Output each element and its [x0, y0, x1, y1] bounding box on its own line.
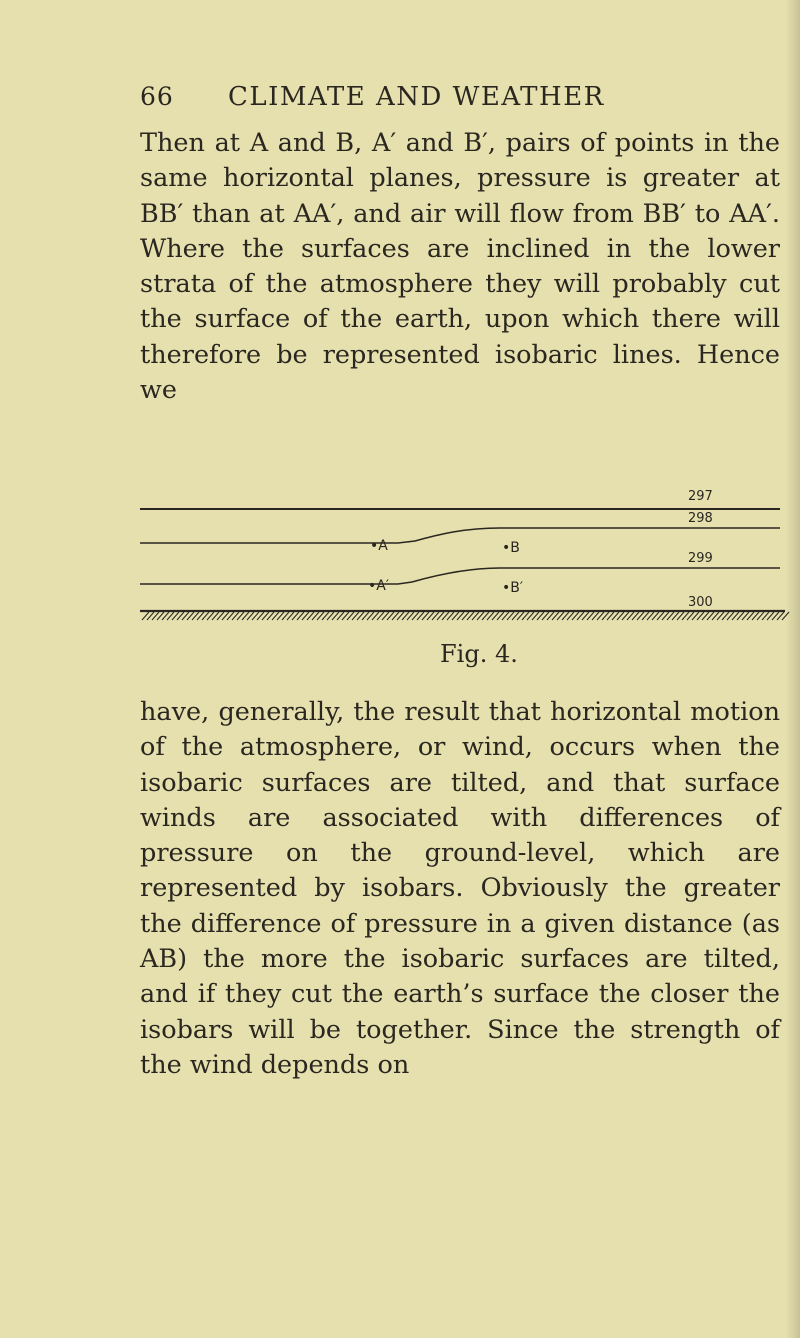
paragraph-1: Then at A and B, A′ and B′, pairs of points in the same horizontal planes, pressure is greater at BB′ than at AA′, and air will flow from BB′ to AA′. Where the surfaces are inclined in the lower strata of the atmosphere they will probably cut the surface of the earth, upon which there will therefore be represented isobaric lines. Hence we	[140, 128, 780, 406]
paragraph-2: have, generally, the result that horizontal motion of the atmosphere, or wind, occurs when the isobaric surfaces are tilted, and that surface winds are associated with differences of pressure on the ground-level, which are represented by isobars. Obviously the greater the difference of pressure in a given distance (as AB) the more the isobaric surfaces are tilted, and if they cut the earth’s surface the closer the isobars will be together. Since the strength of the wind depends on	[140, 697, 780, 1080]
point-label-a-prime: •A′	[368, 578, 390, 594]
point-label-b-prime: •B′	[502, 580, 524, 596]
isobar-label-299: 299	[688, 551, 713, 566]
page-header	[140, 82, 780, 122]
figure-isobaric-surfaces	[140, 482, 790, 668]
page-edge-shadow	[786, 0, 800, 1338]
isobar-line-298	[140, 528, 780, 543]
isobar-label-298: 298	[688, 511, 713, 526]
point-label-b: •B	[502, 540, 520, 556]
isobar-label-300: 300	[688, 595, 713, 610]
isobar-diagram	[140, 482, 790, 642]
isobar-line-299	[140, 568, 780, 584]
ground-hatching	[142, 612, 789, 620]
isobar-label-297: 297	[688, 489, 713, 504]
running-title: CLIMATE AND WEATHER	[228, 82, 605, 112]
page-number: 66	[140, 82, 174, 111]
point-label-a: •A	[370, 538, 388, 554]
figure-caption: Fig. 4.	[440, 640, 518, 668]
